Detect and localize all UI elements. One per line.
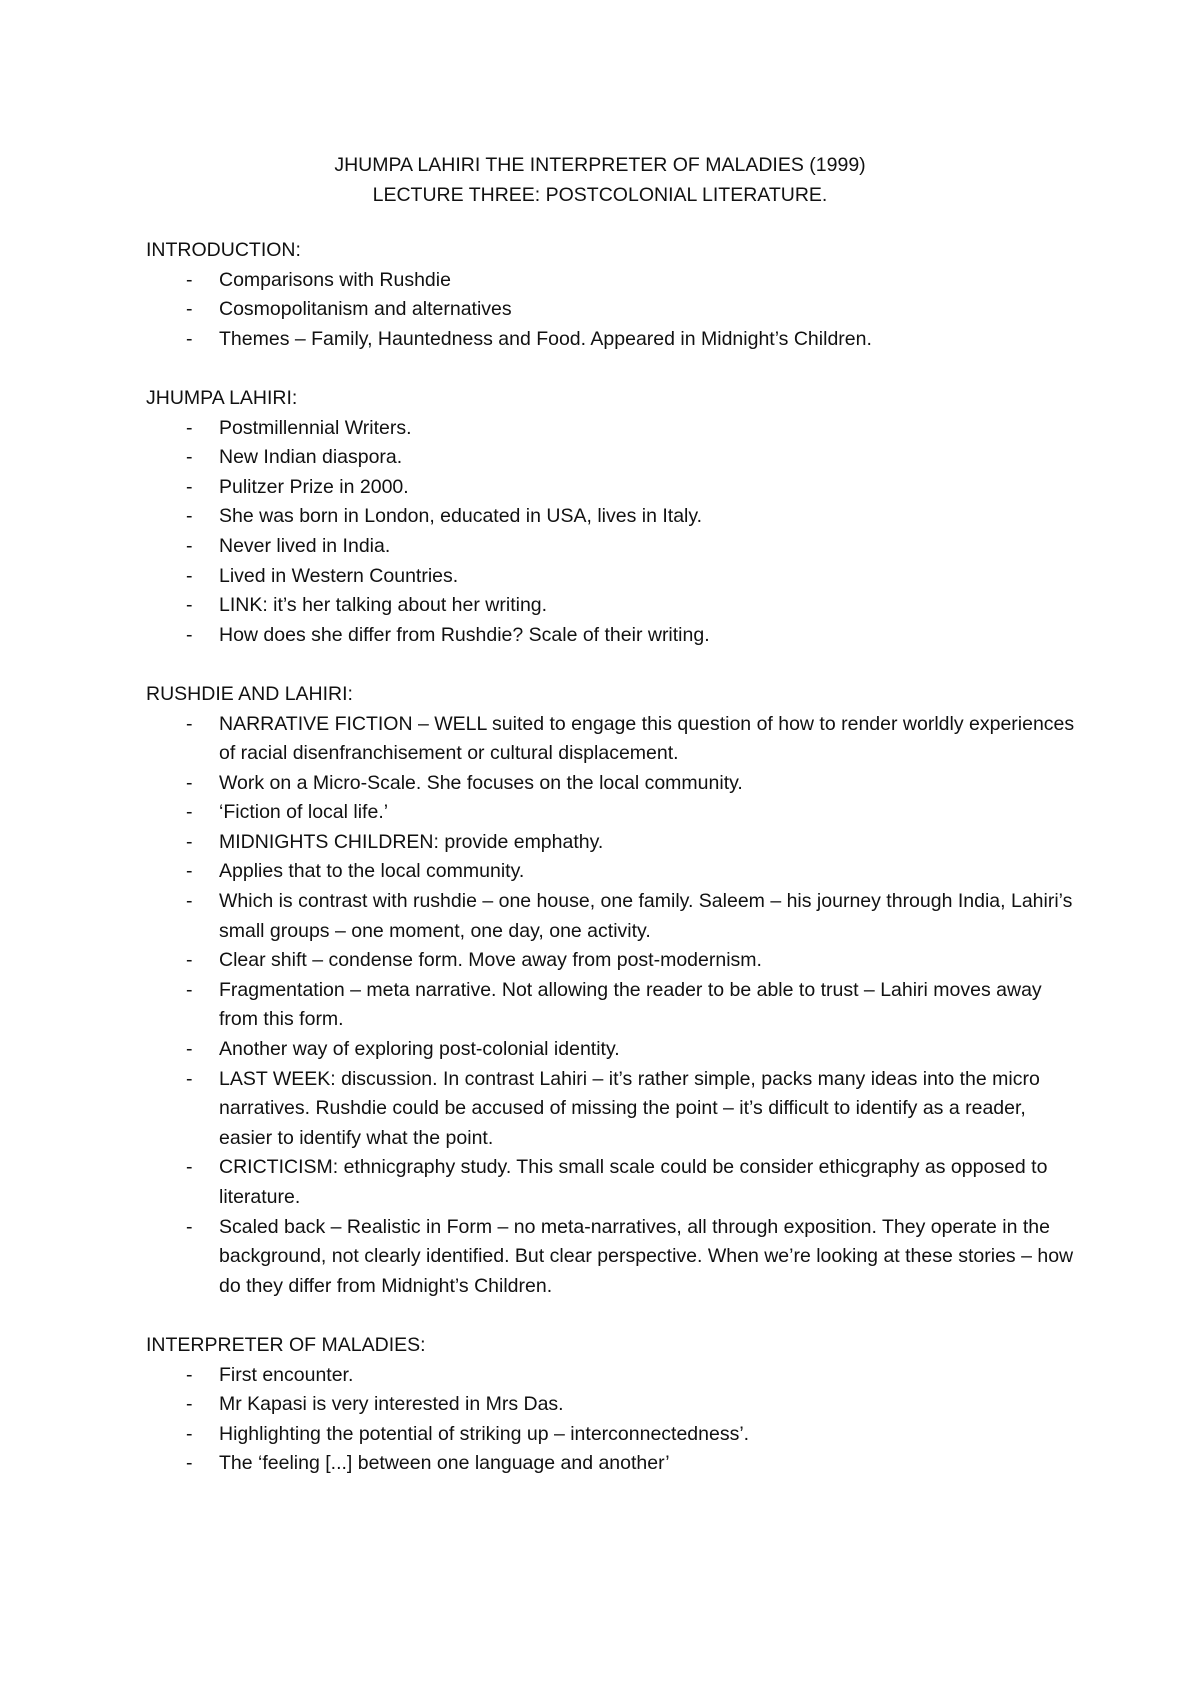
bullet-dash: - <box>186 416 193 439</box>
list-item <box>146 976 1076 1035</box>
list-item <box>146 414 1076 444</box>
list-item <box>146 473 1076 503</box>
list-item-text: Clear shift – condense form. Move away from post-modernism. <box>219 949 762 972</box>
bullet-dash: - <box>186 860 193 883</box>
bullet-list <box>146 710 1076 1302</box>
bullet-list <box>146 266 1076 355</box>
list-item-text: The ‘feeling [...] between one language and another’ <box>219 1452 670 1475</box>
bullet-list <box>146 1361 1076 1479</box>
bullet-dash: - <box>186 978 193 1001</box>
list-item-text: MIDNIGHTS CHILDREN: provide emphathy. <box>219 830 604 853</box>
list-item <box>146 887 1076 946</box>
section-jhumpa-lahiri <box>146 384 1076 650</box>
bullet-dash: - <box>186 1156 193 1179</box>
title-line-2: LECTURE THREE: POSTCOLONIAL LITERATURE. <box>372 184 828 206</box>
list-item-text: CRICTICISM: ethnicgraphy study. This small scale could be consider ethicgraphy as opposed to literature. <box>219 1156 1048 1208</box>
list-item-text: First encounter. <box>219 1363 354 1386</box>
section-heading: INTRODUCTION: <box>146 239 301 261</box>
list-item-text: Fragmentation – meta narrative. Not allowing the reader to be able to trust – Lahiri moves away from this form. <box>219 978 1042 1031</box>
list-item <box>146 1420 1076 1450</box>
list-item <box>146 1213 1076 1302</box>
bullet-dash: - <box>186 623 193 646</box>
bullet-dash: - <box>186 890 193 913</box>
bullet-dash: - <box>186 949 193 972</box>
title-line-1: JHUMPA LAHIRI THE INTERPRETER OF MALADIES (1999) <box>334 154 866 176</box>
list-item-text: LAST WEEK: discussion. In contrast Lahiri – it’s rather simple, packs many ideas into the micro narratives. Rushdie could be accused of missing the point – it’s difficult to identify as a reader, easier to identify what the point. <box>219 1067 1040 1149</box>
list-item <box>146 532 1076 562</box>
list-item <box>146 798 1076 828</box>
bullet-dash: - <box>186 564 193 587</box>
list-item <box>146 1153 1076 1212</box>
list-item-text: ‘Fiction of local life.’ <box>219 801 389 824</box>
list-item-text: Comparisons with Rushdie <box>219 268 451 291</box>
bullet-dash: - <box>186 505 193 528</box>
list-item <box>146 621 1076 651</box>
list-item <box>146 1390 1076 1420</box>
bullet-dash: - <box>186 1038 193 1061</box>
list-item-text: Themes – Family, Hauntedness and Food. Appeared in Midnight’s Children. <box>219 327 872 350</box>
list-item-text: Lived in Western Countries. <box>219 564 459 587</box>
bullet-dash: - <box>186 830 193 853</box>
list-item-text: How does she differ from Rushdie? Scale of their writing. <box>219 623 710 646</box>
bullet-dash: - <box>186 594 193 617</box>
bullet-dash: - <box>186 801 193 824</box>
list-item-text: NARRATIVE FICTION – WELL suited to engage this question of how to render worldly experiences of racial disenfranchisement or cultural displacement. <box>219 712 1075 765</box>
list-item-text: LINK: it’s her talking about her writing. <box>219 594 548 617</box>
bullet-dash: - <box>186 534 193 557</box>
list-item <box>146 769 1076 799</box>
list-item-text: Scaled back – Realistic in Form – no meta-narratives, all through exposition. They operate in the background, not clearly identified. But clear perspective. When we’re looking at these stories – how do they differ from Midnight’s Children. <box>219 1215 1074 1297</box>
bullet-dash: - <box>186 712 193 735</box>
list-item-text: Applies that to the local community. <box>219 860 525 883</box>
list-item <box>146 946 1076 976</box>
section-introduction <box>146 236 1076 354</box>
bullet-dash: - <box>186 1452 193 1475</box>
list-item-text: Mr Kapasi is very interested in Mrs Das. <box>219 1393 564 1416</box>
document-body <box>146 236 1076 1509</box>
bullet-dash: - <box>186 446 193 469</box>
bullet-dash: - <box>186 771 193 794</box>
bullet-dash: - <box>186 1363 193 1386</box>
bullet-dash: - <box>186 475 193 498</box>
section-heading: RUSHDIE AND LAHIRI: <box>146 682 353 705</box>
list-item <box>146 1361 1076 1391</box>
list-item <box>146 502 1076 532</box>
bullet-dash: - <box>186 268 193 291</box>
bullet-dash: - <box>186 1215 193 1238</box>
list-item <box>146 1449 1076 1479</box>
list-item <box>146 1035 1076 1065</box>
list-item-text: Highlighting the potential of striking up – interconnectedness’. <box>219 1422 750 1445</box>
list-item <box>146 591 1076 621</box>
list-item <box>146 710 1076 769</box>
list-item-text: Pulitzer Prize in 2000. <box>219 475 409 498</box>
section-interpreter-of-maladies <box>146 1331 1076 1479</box>
section-heading: JHUMPA LAHIRI: <box>146 386 298 409</box>
list-item-text: Never lived in India. <box>219 534 391 557</box>
bullet-dash: - <box>186 1393 193 1416</box>
list-item-text: New Indian diaspora. <box>219 446 403 469</box>
bullet-dash: - <box>186 298 193 321</box>
bullet-dash: - <box>186 1422 193 1445</box>
list-item <box>146 325 1076 355</box>
section-heading: INTERPRETER OF MALADIES: <box>146 1333 426 1356</box>
list-item-text: Cosmopolitanism and alternatives <box>219 298 512 321</box>
list-item-text: She was born in London, educated in USA, lives in Italy. <box>219 505 703 528</box>
list-item <box>146 266 1076 296</box>
list-item-text: Another way of exploring post-colonial identity. <box>219 1038 620 1061</box>
bullet-dash: - <box>186 1067 193 1090</box>
bullet-dash: - <box>186 327 193 350</box>
list-item <box>146 443 1076 473</box>
list-item <box>146 1065 1076 1154</box>
section-rushdie-and-lahiri <box>146 680 1076 1301</box>
list-item <box>146 295 1076 325</box>
list-item <box>146 828 1076 858</box>
list-item-text: Which is contrast with rushdie – one house, one family. Saleem – his journey through India, Lahiri’s small groups – one moment, one day, one activity. <box>219 890 1073 942</box>
bullet-list <box>146 414 1076 651</box>
list-item-text: Postmillennial Writers. <box>219 416 412 439</box>
list-item-text: Work on a Micro-Scale. She focuses on the local community. <box>219 771 743 794</box>
list-item <box>146 857 1076 887</box>
list-item <box>146 562 1076 592</box>
document-title <box>0 150 1200 210</box>
